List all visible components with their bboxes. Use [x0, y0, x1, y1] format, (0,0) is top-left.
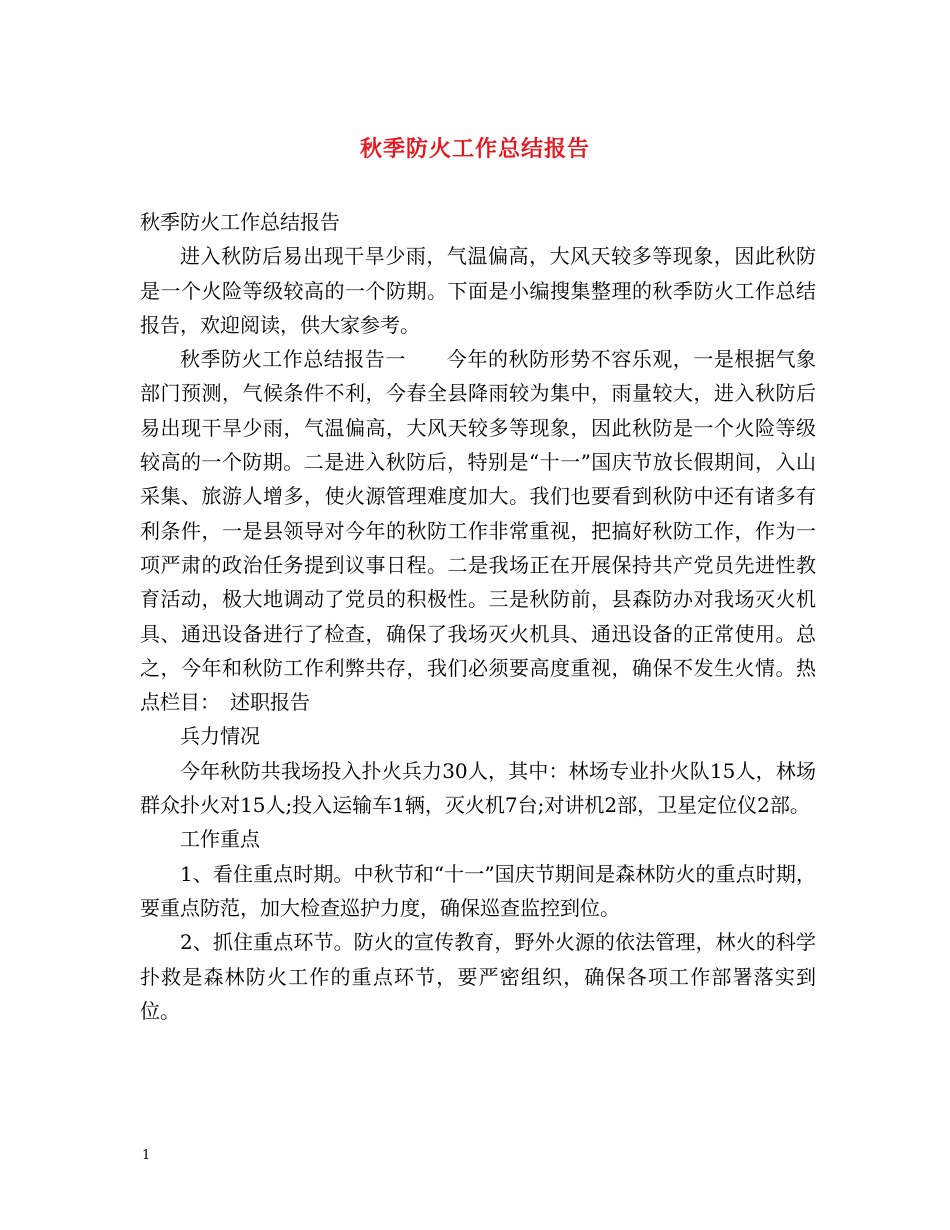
section-heading: 工作重点	[180, 827, 260, 852]
paragraph: 1、看住重点时期。中秋节和“十一”国庆节期间是森林防火的重点时期，要重点防范，加大检查巡护力度，确保巡查监控到位。	[140, 861, 816, 920]
paragraph: 进入秋防后易出现干旱少雨，气温偏高，大风天较多等现象，因此秋防是一个火险等级较高的一个防期。下面是小编搜集整理的秋季防火工作总结报告，欢迎阅读，供大家参考。	[140, 244, 816, 337]
paragraph: 秋季防火工作总结报告	[140, 210, 340, 234]
paragraph: 秋季防火工作总结报告一 今年的秋防形势不容乐观，一是根据气象部门预测，气候条件不利，今春全县降雨较为集中，雨量较大，进入秋防后易出现干旱少雨，气温偏高，大风天较多等现象，因此秋防是一个火险等级较高的一个防期。二是进入秋防后，特别是“十一”国庆节放长假期间，入山采集、旅游人增多，使火源管理难度加大。我们也要看到秋防中还有诸多有利条件，一是县领导对今年的秋防工作非常重视，把搞好秋防工作，作为一项严肃的政治任务提到议事日程。二是我场正在开展保持共产党员先进性教育活动，极大地调动了党员的积极性。三是秋防前，县森防办对我场灭火机具、通迅设备进行了检查，确保了我场灭火机具、通迅设备的正常使用。总之，今年和秋防工作利弊共存，我们必须要高度重视，确保不发生火情。热点栏目： 述职报告	[140, 347, 816, 715]
page-number: 1	[142, 1148, 151, 1163]
section-heading: 兵力情况	[180, 724, 260, 749]
document-title: 秋季防火工作总结报告	[359, 136, 590, 162]
paragraph: 2、抓住重点环节。防火的宣传教育，野外火源的依法管理，林火的科学扑救是森林防火工作的重点环节，要严密组织，确保各项工作部署落实到位。	[140, 930, 816, 1023]
document-body	[140, 205, 816, 1028]
paragraph: 今年秋防共我场投入扑火兵力30人，其中：林场专业扑火队15人，林场群众扑火对15人;投入运输车1辆，灭火机7台;对讲机2部，卫星定位仪2部。	[140, 758, 816, 818]
